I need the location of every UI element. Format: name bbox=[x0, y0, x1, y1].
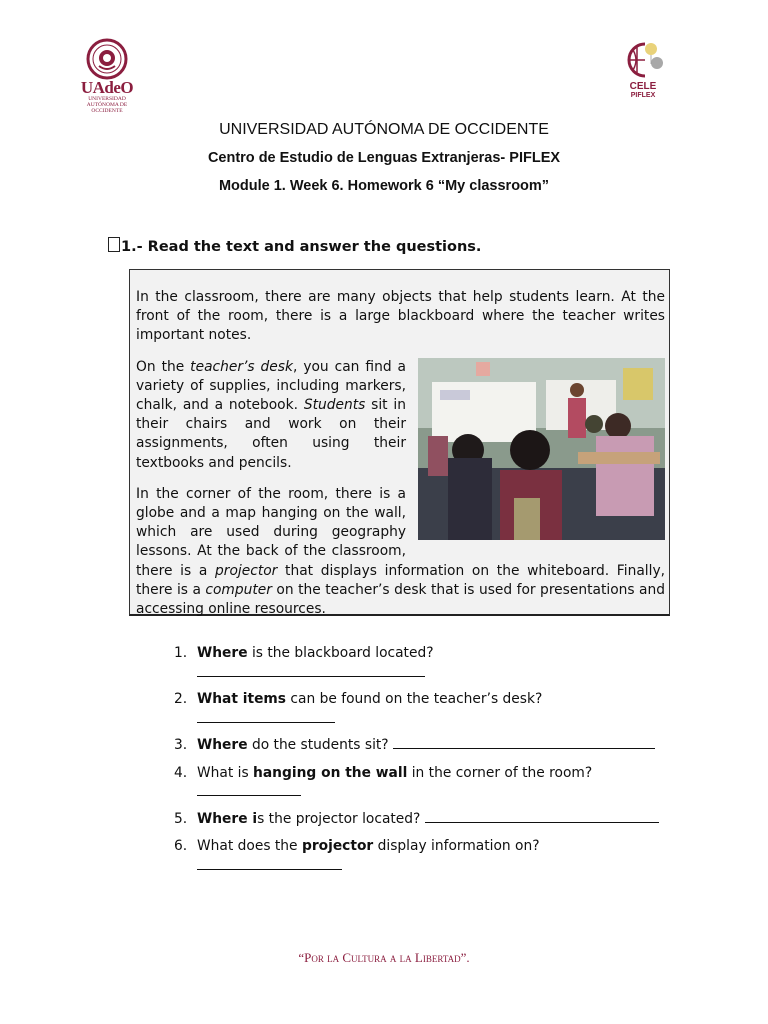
instruction-text: 1.- Read the text and answer the questions. bbox=[121, 239, 482, 255]
center-title: Centro de Estudio de Lenguas Extranjeras- PIFLEX bbox=[207, 150, 561, 166]
module-title: Module 1. Week 6. Homework 6 “My classroom” bbox=[218, 178, 550, 194]
students-term: Students bbox=[303, 397, 366, 414]
answer-line[interactable] bbox=[425, 810, 659, 823]
instruction bbox=[108, 237, 481, 255]
question-item: 6. What does the projector display information on? bbox=[174, 837, 674, 876]
university-title: UNIVERSIDAD AUTÓNOMA DE OCCIDENTE bbox=[219, 121, 549, 138]
question-item bbox=[174, 690, 674, 729]
cele-logo bbox=[620, 38, 666, 100]
paragraph-3: In the corner of the room, there is a globe and a map hanging on the wall, which are used during geography lessons. At the back of the classroom, there is a projector that displays information on the whiteboard. Finally, there is a computer on the teacher’s desk that is used for presentations and accessing online resources. bbox=[136, 485, 666, 618]
checkbox-icon bbox=[108, 237, 120, 252]
university-seal-icon bbox=[86, 38, 128, 80]
logo-abbreviation: UAdeO bbox=[80, 78, 134, 97]
uadeo-logo bbox=[78, 38, 136, 114]
projector-term: projector bbox=[215, 562, 278, 579]
question-text: do the students sit? bbox=[247, 737, 389, 753]
question-item bbox=[174, 810, 674, 830]
computer-term: computer bbox=[205, 581, 272, 598]
question-number: 1. bbox=[174, 645, 188, 661]
reading-box bbox=[129, 269, 670, 616]
paragraph-1: In the classroom, there are many objects that help students learn. At the front of the room, there is a large blackboard where the teacher writes important notes. bbox=[136, 289, 665, 344]
question-number: 3. bbox=[174, 737, 188, 753]
question-keyword: projector bbox=[301, 838, 374, 854]
question-text: in the corner of the room? bbox=[407, 764, 593, 781]
footer-motto: “Por la Cultura a la Libertad”. bbox=[298, 950, 470, 965]
question-number: 6. bbox=[174, 838, 188, 854]
answer-line[interactable] bbox=[197, 857, 342, 870]
question-item: 4. What is hanging on the wall in the corner of the room? bbox=[174, 764, 674, 803]
answer-line[interactable] bbox=[393, 736, 655, 749]
question-number: 2. bbox=[174, 691, 188, 707]
answer-line[interactable] bbox=[197, 783, 301, 796]
piflex-label: PIFLEX bbox=[630, 92, 656, 99]
answer-line[interactable] bbox=[197, 710, 335, 723]
globe-balloon-icon bbox=[621, 38, 665, 82]
question-text: is the blackboard located? bbox=[247, 645, 434, 661]
cele-label: CELE bbox=[629, 81, 657, 92]
teachers-desk-term: teacher’s desk bbox=[190, 358, 293, 375]
classroom-photo bbox=[418, 358, 665, 540]
logo-full-name: UNIVERSIDAD AUTÓNOMA DE OCCIDENTE bbox=[86, 96, 128, 114]
reading-text bbox=[136, 288, 665, 631]
question-item bbox=[174, 644, 674, 683]
question-keyword: hanging on the wall bbox=[253, 764, 408, 781]
question-keyword: Where bbox=[197, 645, 248, 661]
question-text: s the projector located? bbox=[257, 810, 421, 827]
question-text: display information on? bbox=[373, 838, 540, 854]
question-number: 5. bbox=[174, 810, 188, 827]
question-keyword: Where bbox=[197, 737, 248, 753]
answer-line[interactable] bbox=[197, 664, 425, 677]
question-list bbox=[174, 644, 674, 876]
question-text: can be found on the teacher’s desk? bbox=[286, 691, 543, 707]
paragraph-2: On the teacher’s desk, you can find a variety of supplies, including markers, chalk, and a notebook. Students sit in their chairs and work on their assignments, often using their textbooks and pencils. bbox=[136, 358, 406, 471]
question-item bbox=[174, 736, 674, 756]
question-keyword: What items bbox=[197, 691, 287, 707]
question-keyword: Where i bbox=[197, 810, 258, 827]
question-number: 4. bbox=[174, 764, 188, 781]
